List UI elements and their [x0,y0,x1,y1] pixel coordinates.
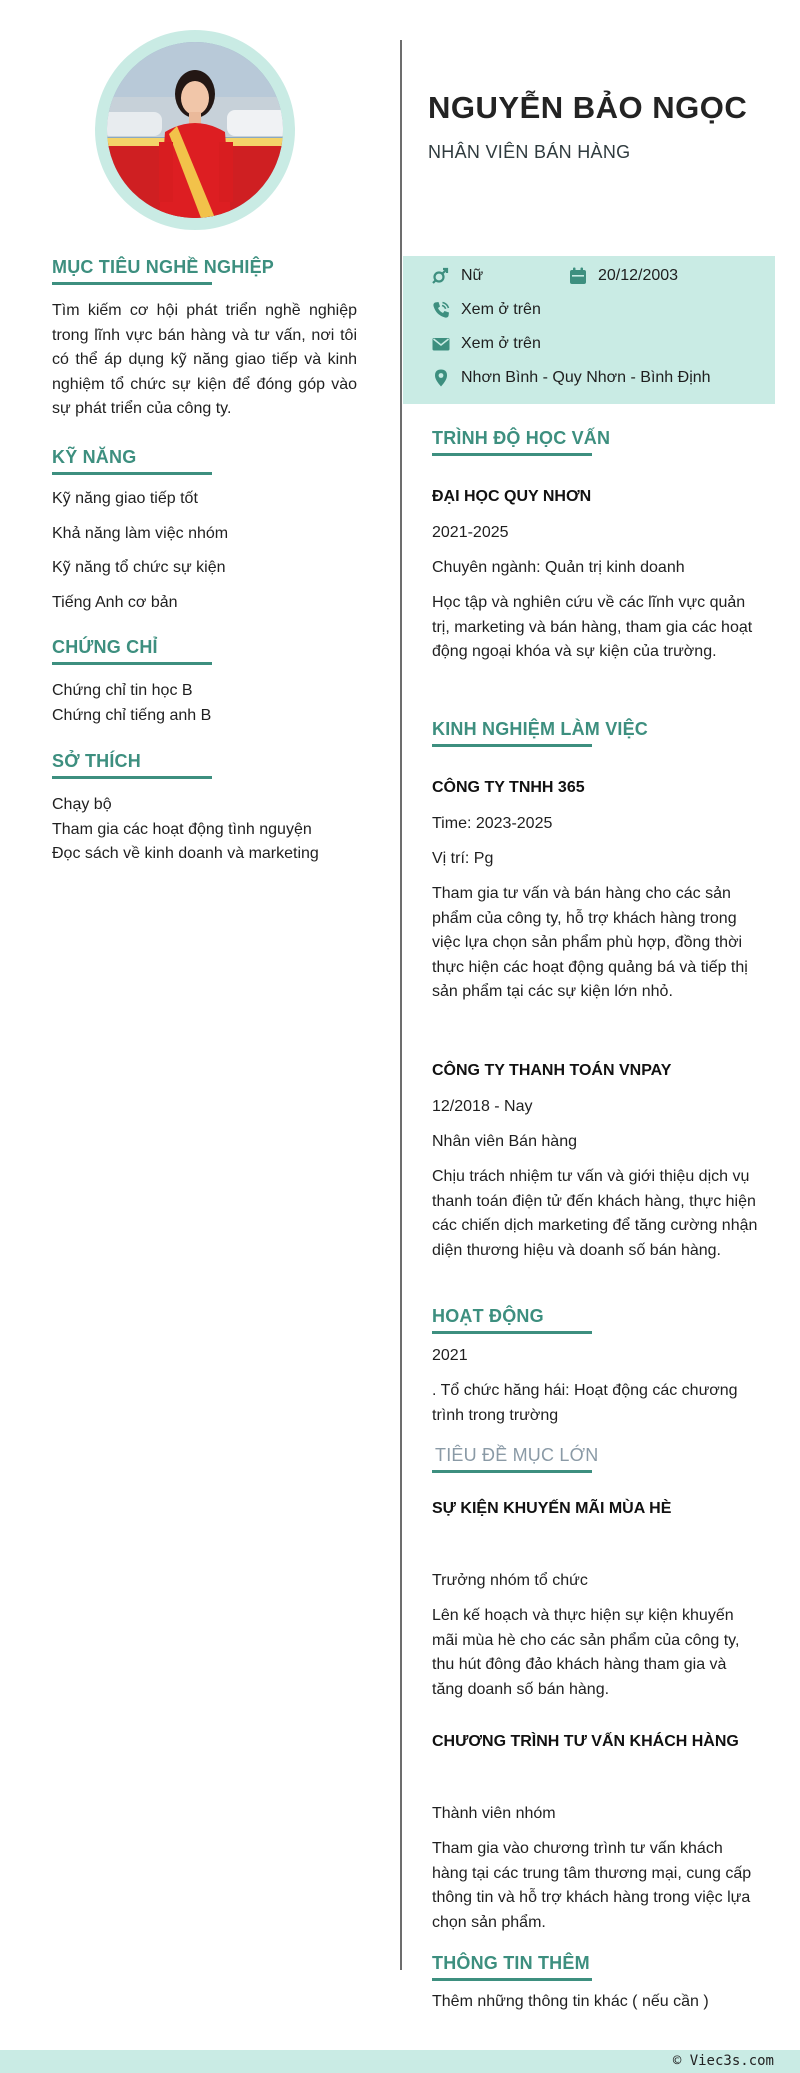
education-description: Học tập và nghiên cứu về các lĩnh vực quản trị, marketing và bán hàng, tham gia các hoạt động ngoại khóa và sự kiện của trường. [432,594,753,660]
additional-text: Thêm những thông tin khác ( nếu cần ) [432,1993,709,2010]
project-description: Tham gia vào chương trình tư vấn khách hàng tại các trung tâm thương mại, cung cấp thông tin và hỗ trợ khách hàng trong việc lựa chọn sản phẩm. [432,1840,752,1931]
skills-title: KỸ NĂNG [52,447,137,467]
education-section [432,428,762,456]
education-period: 2021-2025 [432,524,509,541]
skill-item: Tiếng Anh cơ bản [52,593,178,611]
skill-item: Khả năng làm việc nhóm [52,524,229,542]
hobby-item: Tham gia các hoạt động tình nguyện [52,820,312,838]
column-divider [400,40,402,1970]
address-text: Nhơn Bình - Quy Nhơn - Bình Định [461,369,711,386]
activities-title: HOẠT ĐỘNG [432,1306,544,1326]
job-description: Chịu trách nhiệm tư vấn và giới thiệu dịch vụ thanh toán điện tử đến khách hàng, thực hiện các chiến dịch marketing để tăng cường nhận diện thương hiệu và doanh số bán hàng. [432,1168,758,1259]
calendar-icon [568,266,588,286]
email-text: Xem ở trên [461,335,541,352]
project-role: Trưởng nhóm tổ chức [432,1572,588,1589]
activities-section [432,1306,762,1334]
job-title: NHÂN VIÊN BÁN HÀNG [428,142,631,162]
phone-icon [431,300,451,320]
objective-title: MỤC TIÊU NGHỀ NGHIỆP [52,257,275,277]
experience-title: KINH NGHIỆM LÀM VIỆC [432,719,649,739]
hobby-item: Chạy bộ [52,796,112,813]
phone-text: Xem ở trên [461,301,541,318]
projects-title: TIÊU ĐỀ MỤC LỚN [435,1445,599,1465]
avatar [95,30,295,230]
contact-email[interactable] [431,334,541,354]
job-position: Vị trí: Pg [432,850,494,867]
profile-photo-illustration [107,42,283,218]
job-position: Nhân viên Bán hàng [432,1133,577,1150]
hobbies-title: SỞ THÍCH [52,751,141,771]
contact-address [431,368,711,388]
education-school: ĐẠI HỌC QUY NHƠN [432,488,592,505]
gender-icon [431,266,451,286]
education-title: TRÌNH ĐỘ HỌC VẤN [432,428,611,448]
project-name: SỰ KIỆN KHUYẾN MÃI MÙA HÈ [432,1500,672,1517]
activities-year: 2021 [432,1347,468,1364]
birthday-text: 20/12/2003 [598,267,679,284]
certificates-title: CHỨNG CHỈ [52,637,158,657]
job-time: 12/2018 - Nay [432,1098,533,1115]
objective-text: Tìm kiếm cơ hội phát triển nghề nghiệp trong lĩnh vực bán hàng và tư vấn, nơi tôi có thể áp dụng kỹ năng giao tiếp và kinh nghiệm tổ chức sự kiện để đóng góp vào sự phát triển của công ty. [52,302,357,417]
experience-section [432,719,762,747]
contact-phone[interactable] [431,300,541,320]
project-role: Thành viên nhóm [432,1805,556,1822]
activities-underline [432,1331,592,1334]
contact-birthday [568,266,678,286]
education-underline [432,453,592,456]
skill-item: Kỹ năng tổ chức sự kiện [52,559,226,576]
skill-item: Kỹ năng giao tiếp tốt [52,490,198,507]
projects-section [435,1445,765,1473]
footer-bar [0,2050,800,2073]
job-description: Tham gia tư vấn và bán hàng cho các sản phẩm của công ty, hỗ trợ khách hàng trong việc lựa chọn sản phẩm phù hợp, đồng thời thực hiện các hoạt động quảng bá và tiếp thị sản phẩm tại các sự kiện lớn nhỏ. [432,885,748,1000]
certificate-item: Chứng chỉ tiếng anh B [52,706,212,724]
project-description: Lên kế hoạch và thực hiện sự kiện khuyến mãi mùa hè cho các sản phẩm của công ty, thu hút đông đảo khách hàng tham gia và tăng doanh số bán hàng. [432,1607,740,1698]
gender-text: Nữ [461,267,484,284]
certificates-underline [52,662,212,665]
job-time: Time: 2023-2025 [432,815,553,832]
activities-text: . Tổ chức hăng hái: Hoạt động các chương trình trong trường [432,1382,738,1424]
certificates-section [52,637,357,728]
certificate-item: Chứng chỉ tin học B [52,682,193,699]
contact-gender [431,266,483,286]
projects-underline [432,1470,592,1473]
objective-underline [52,282,212,285]
education-major: Chuyên ngành: Quản trị kinh doanh [432,559,685,576]
full-name: NGUYỄN BẢO NGỌC [428,90,748,125]
job-company: CÔNG TY TNHH 365 [432,779,585,796]
additional-section [432,1953,762,1981]
skills-section [52,447,357,615]
additional-title: THÔNG TIN THÊM [432,1953,590,1973]
experience-underline [432,744,592,747]
additional-underline [432,1978,592,1981]
objective-section [52,257,357,422]
profile-photo [107,42,283,218]
footer-watermark[interactable]: © Viec3s.com [672,2053,774,2069]
contact-panel [403,256,775,404]
job-company: CÔNG TY THANH TOÁN VNPAY [432,1062,672,1079]
hobbies-underline [52,776,212,779]
hobbies-section [52,751,357,867]
mail-icon [431,334,451,354]
hobby-item: Đọc sách về kinh doanh và marketing [52,845,319,862]
location-pin-icon [431,368,451,388]
project-name: CHƯƠNG TRÌNH TƯ VẤN KHÁCH HÀNG [432,1733,739,1750]
skills-underline [52,472,212,475]
